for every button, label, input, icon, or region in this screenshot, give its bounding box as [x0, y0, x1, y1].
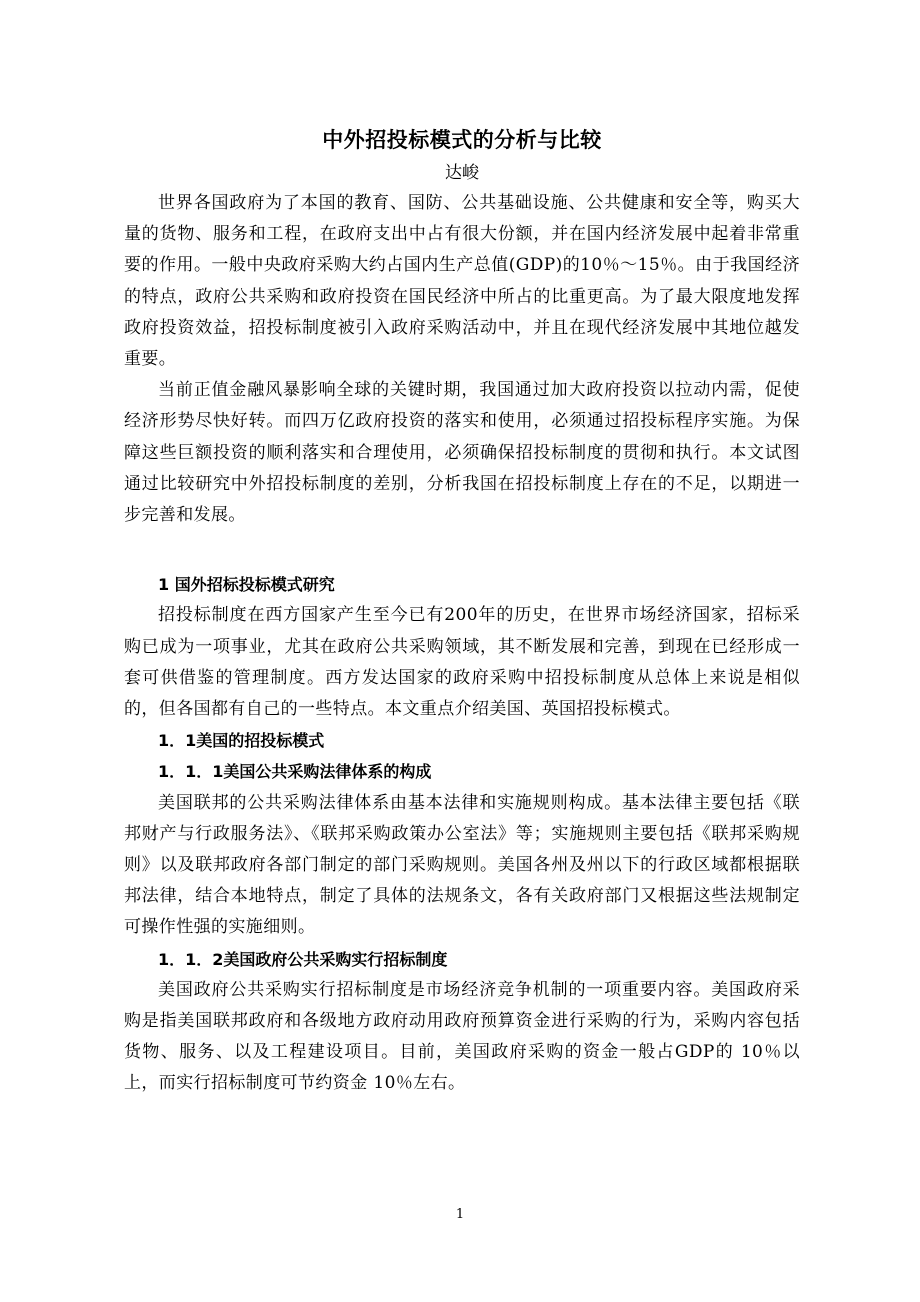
document-title: 中外招投标模式的分析与比较	[322, 128, 602, 152]
intro-paragraph-1: 世界各国政府为了本国的教育、国防、公共基础设施、公共健康和安全等，购买大量的货物、服务和工程，在政府支出中占有很大份额，并在国内经济发展中起着非常重要的作用。一般中央政府采购大约占国内生产总值(GDP)的10％～15％。由于我国经济的特点，政府公共采购和政府投资在国民经济中所占的比重更高。为了最大限度地发挥政府投资效益，招投标制度被引入政府采购活动中，并且在现代经济发展中其地位越发重要。	[124, 193, 800, 370]
page-content	[124, 124, 800, 1100]
intro-paragraph-2: 当前正值金融风暴影响全球的关键时期，我国通过加大政府投资以拉动内需，促使经济形势尽快好转。而四万亿政府投资的落实和使用，必须通过招投标程序实施。为保障这些巨额投资的顺利落实和合理使用，必须确保招投标制度的贯彻和执行。本文试图通过比较研究中外招投标制度的差别，分析我国在招投标制度上存在的不足，以期进一步完善和发展。	[124, 380, 800, 526]
section-1-1-2-heading: 1．1．2美国政府公共采购实行招标制度	[158, 949, 448, 969]
section-1-1-1-heading: 1．1．1美国公共采购法律体系的构成	[158, 762, 432, 782]
section-1-heading: 1 国外招标投标模式研究	[158, 575, 335, 595]
section-1-1-2-paragraph: 美国政府公共采购实行招标制度是市场经济竞争机制的一项重要内容。美国政府采购是指美国联邦政府和各级地方政府动用政府预算资金进行采购的行为，采购内容包括货物、服务、以及工程建设项目。目前，美国政府采购的资金一般占GDP的 10％以上，而实行招标制度可节约资金 10％左右。	[124, 979, 800, 1094]
author-name: 达峻	[445, 163, 479, 183]
section-spacer	[124, 531, 800, 569]
section-1-paragraph: 招投标制度在西方国家产生至今已有200年的历史，在世界市场经济国家，招标采购已成为一项事业，尤其在政府公共采购领域，其不断发展和完善，到现在已经形成一套可供借鉴的管理制度。西方发达国家的政府采购中招投标制度从总体上来说是相似的，但各国都有自己的一些特点。本文重点介绍美国、英国招投标模式。	[124, 605, 800, 720]
page-number: 1	[455, 1207, 465, 1222]
section-1-1-heading: 1．1美国的招投标模式	[158, 731, 325, 751]
section-1-1-1-paragraph: 美国联邦的公共采购法律体系由基本法律和实施规则构成。基本法律主要包括《联邦财产与行政服务法》、《联邦采购政策办公室法》等；实施规则主要包括《联邦采购规则》以及联邦政府各部门制定的部门采购规则。美国各州及州以下的行政区域都根据联邦法律，结合本地特点，制定了具体的法规条文，各有关政府部门又根据这些法规制定可操作性强的实施细则。	[124, 792, 800, 938]
